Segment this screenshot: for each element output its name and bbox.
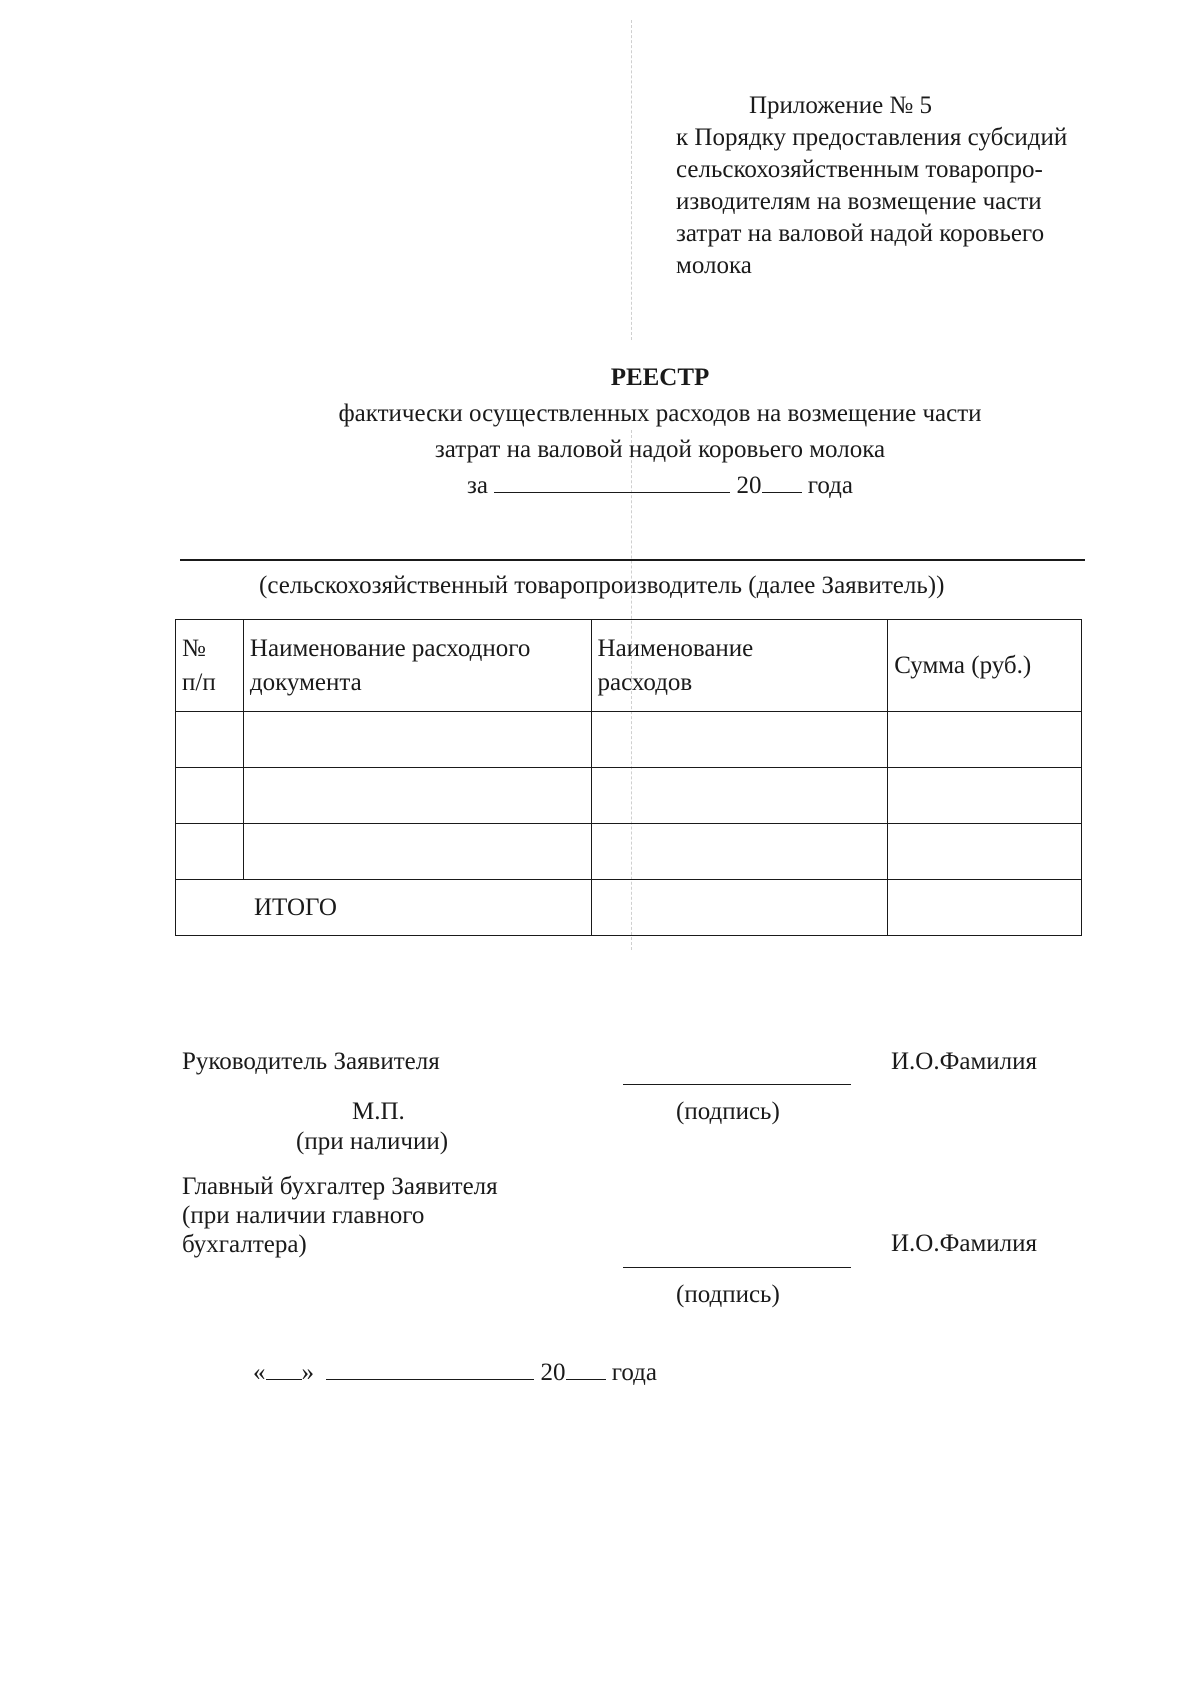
header-sum: Сумма (руб.) (888, 620, 1082, 712)
period-year-blank[interactable] (762, 470, 802, 493)
appendix-line: затрат на валовой надой коровьего (676, 220, 1045, 247)
cell-sum[interactable] (888, 824, 1082, 880)
date-day-blank[interactable] (266, 1357, 302, 1380)
header-number-line: № (182, 634, 206, 662)
header-expenses-line: расходов (597, 668, 693, 696)
accountant-name: И.О.Фамилия (891, 1230, 1038, 1257)
appendix-line: к Порядку предоставления субсидий (676, 124, 1068, 151)
head-signature-line[interactable] (623, 1084, 851, 1085)
accountant-label (182, 1172, 498, 1259)
appendix-line: Приложение № 5 (749, 92, 933, 119)
document-title-block (0, 360, 1200, 504)
header-expenses-line: Наименование (597, 634, 754, 662)
title-line-1: фактически осуществленных расходов на возмещение части (338, 400, 982, 427)
cell-document[interactable] (243, 768, 591, 824)
table-row (176, 824, 1082, 880)
cell-document[interactable] (243, 824, 591, 880)
accountant-label-line: бухгалтера) (182, 1231, 307, 1258)
accountant-signature-caption: (подпись) (676, 1281, 780, 1308)
appendix-line: сельскохозяйственным товаропро- (676, 156, 1043, 183)
cell-expenses[interactable] (591, 824, 888, 880)
table-row (176, 768, 1082, 824)
title-line-2: затрат на валовой надой коровьего молока (434, 436, 886, 463)
applicant-caption: (сельскохозяйственный товаропроизводитель (далее Заявитель)) (259, 572, 945, 599)
date-close-quote: » (301, 1359, 314, 1386)
total-sum-cell[interactable] (888, 880, 1082, 936)
cell-expenses[interactable] (591, 712, 888, 768)
period-prefix: за (467, 472, 488, 499)
register-table (175, 619, 1082, 936)
document-title: РЕЕСТР (610, 364, 710, 391)
date-line (253, 1357, 657, 1389)
cell-number[interactable] (176, 712, 244, 768)
date-year: 20 (540, 1359, 566, 1386)
appendix-line: изводителям на возмещение части (676, 188, 1042, 215)
header-document-line: документа (249, 668, 362, 696)
period-month-blank[interactable] (494, 470, 730, 493)
cell-number[interactable] (176, 768, 244, 824)
cell-document[interactable] (243, 712, 591, 768)
table-header-row (176, 620, 1082, 712)
accountant-label-line: Главный бухгалтер Заявителя (182, 1173, 498, 1200)
header-document (243, 620, 591, 712)
header-number (176, 620, 244, 712)
applicant-name-blank[interactable] (180, 559, 1085, 561)
accountant-label-line: (при наличии главного (182, 1202, 425, 1229)
head-label: Руководитель Заявителя (182, 1048, 440, 1075)
total-label: ИТОГО (176, 880, 592, 936)
date-suffix: года (611, 1359, 657, 1386)
date-month-blank[interactable] (326, 1357, 534, 1380)
stamp-label: М.П. (352, 1098, 405, 1125)
cell-sum[interactable] (888, 768, 1082, 824)
table-row (176, 712, 1082, 768)
head-name: И.О.Фамилия (891, 1048, 1038, 1075)
cell-expenses[interactable] (591, 768, 888, 824)
period-line (0, 468, 1200, 504)
header-number-line: п/п (182, 668, 216, 696)
header-expenses (591, 620, 888, 712)
cell-sum[interactable] (888, 712, 1082, 768)
accountant-signature-line[interactable] (623, 1267, 851, 1268)
total-expenses-cell[interactable] (591, 880, 888, 936)
date-open-quote: « (253, 1359, 266, 1386)
date-year-blank[interactable] (566, 1357, 606, 1380)
table-total-row (176, 880, 1082, 936)
period-suffix: года (807, 472, 853, 499)
fold-mark-top (631, 20, 632, 340)
period-year: 20 (736, 472, 762, 499)
head-signature-caption: (подпись) (676, 1098, 780, 1125)
stamp-note: (при наличии) (296, 1128, 449, 1155)
cell-number[interactable] (176, 824, 244, 880)
appendix-line: молока (676, 252, 752, 279)
header-document-line: Наименование расходного (249, 634, 531, 662)
appendix-block (676, 90, 1067, 282)
